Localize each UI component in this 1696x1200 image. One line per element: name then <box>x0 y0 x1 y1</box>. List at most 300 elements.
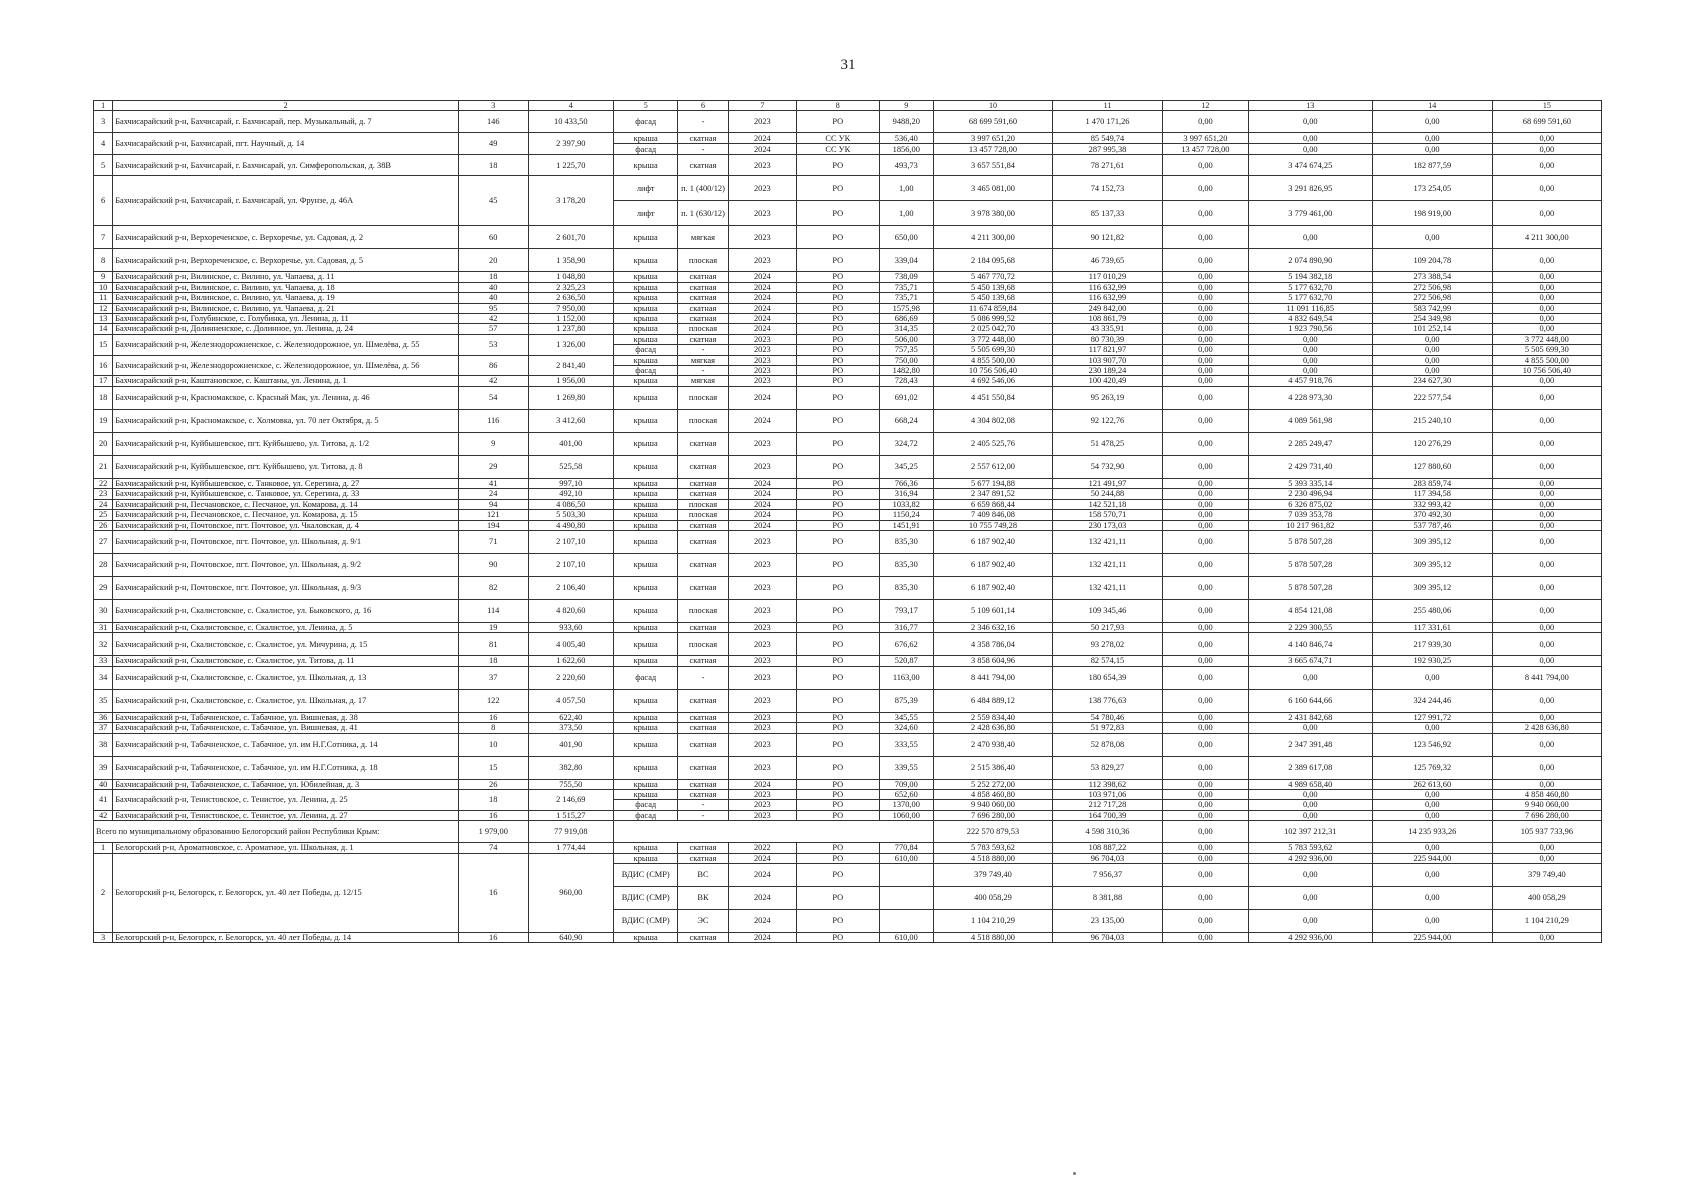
value-cell-c13: 4 832 649,54 <box>1248 314 1372 324</box>
element-cell: крыша <box>614 689 678 712</box>
year-cell: 2023 <box>728 376 796 386</box>
value-cell-c13: 0,00 <box>1248 144 1372 155</box>
row-number-cell: 40 <box>94 779 113 789</box>
area-cell: 1 048,80 <box>528 272 614 282</box>
value-cell-c10: 3 858 604,96 <box>934 656 1053 666</box>
apartments-cell: 24 <box>458 489 528 499</box>
value-cell-c14: 0,00 <box>1372 909 1492 932</box>
value-cell-c9: 1163,00 <box>879 666 934 689</box>
value-cell-c13: 5 878 507,28 <box>1248 530 1372 553</box>
address-cell: Бахчисарайский р-н, Скалистовское, с. Скалистое, ул. Школьная, д. 17 <box>113 689 459 712</box>
source-cell: РО <box>797 510 879 520</box>
source-cell: РО <box>797 886 879 909</box>
address-cell: Бахчисарайский р-н, Табачненское, с. Табачное, ул. им Н.Г.Сотника, д. 18 <box>113 756 459 779</box>
apartments-cell: 16 <box>458 853 528 932</box>
value-cell-c14: 0,00 <box>1372 810 1492 820</box>
value-cell-c10: 7 696 280,00 <box>934 810 1053 820</box>
value-cell-c15: 0,00 <box>1492 272 1601 282</box>
source-cell: РО <box>797 576 879 599</box>
element-cell: крыша <box>614 779 678 789</box>
value-cell-c12: 0,00 <box>1163 386 1249 409</box>
address-cell: Бахчисарайский р-н, Вилинское, с. Вилино, ул. Чапаева, д. 19 <box>113 293 459 303</box>
value-cell-c14: 192 930,25 <box>1372 656 1492 666</box>
value-cell-c14: 0,00 <box>1372 800 1492 810</box>
value-cell-c11: 52 878,08 <box>1052 733 1162 756</box>
element-cell: крыша <box>614 324 678 334</box>
value-cell-c14: 0,00 <box>1372 789 1492 799</box>
year-cell: 2023 <box>728 111 796 133</box>
value-cell-c12: 0,00 <box>1163 249 1249 272</box>
value-cell-c12: 0,00 <box>1163 733 1249 756</box>
value-cell-c14: 272 506,98 <box>1372 282 1492 292</box>
column-number-cell: 10 <box>934 101 1053 111</box>
value-cell-c11: 85 137,33 <box>1052 201 1162 226</box>
value-cell-c9: 735,71 <box>879 293 934 303</box>
value-cell-c13: 0,00 <box>1248 366 1372 376</box>
apartments-cell: 15 <box>458 756 528 779</box>
value-cell-c12: 0,00 <box>1163 432 1249 455</box>
value-cell-c13: 0,00 <box>1248 133 1372 144</box>
value-cell-c11: 116 632,99 <box>1052 282 1162 292</box>
value-cell-c15: 0,00 <box>1492 576 1601 599</box>
value-cell-c15: 0,00 <box>1492 386 1601 409</box>
value-cell-c13: 6 160 644,66 <box>1248 689 1372 712</box>
value-cell-c9: 652,60 <box>879 789 934 799</box>
area-cell: 755,50 <box>528 779 614 789</box>
year-cell: 2024 <box>728 863 796 886</box>
type-cell: плоская <box>678 409 728 432</box>
value-cell-c14: 537 787,46 <box>1372 520 1492 530</box>
area-cell: 401,90 <box>528 733 614 756</box>
value-cell-c10: 379 749,40 <box>934 863 1053 886</box>
source-cell: РО <box>797 432 879 455</box>
address-cell: Бахчисарайский р-н, Верхореченское, с. Верхоречье, ул. Садовая, д. 2 <box>113 226 459 249</box>
source-cell: РО <box>797 712 879 722</box>
element-cell: крыша <box>614 226 678 249</box>
address-cell: Бахчисарайский р-н, Почтовское, пгт. Почтовое, ул. Школьная, д. 9/3 <box>113 576 459 599</box>
address-cell: Бахчисарайский р-н, Тенистовское, с. Тенистое, ул. Ленина, д. 27 <box>113 810 459 820</box>
value-cell-c14: 117 331,61 <box>1372 622 1492 632</box>
row-number-cell: 10 <box>94 282 113 292</box>
value-cell-c10: 2 405 525,76 <box>934 432 1053 455</box>
source-cell: РО <box>797 656 879 666</box>
address-cell: Бахчисарайский р-н, Каштановское, с. Каштаны, ул. Ленина, д. 1 <box>113 376 459 386</box>
table-row <box>94 303 1602 313</box>
value-cell-c12: 3 997 651,20 <box>1163 133 1249 144</box>
value-cell-c12: 0,00 <box>1163 723 1249 733</box>
area-cell: 1 774,44 <box>528 843 614 853</box>
value-cell-c12: 0,00 <box>1163 779 1249 789</box>
type-cell: скатная <box>678 489 728 499</box>
value-cell-c10: 3 465 081,00 <box>934 176 1053 201</box>
element-cell: крыша <box>614 499 678 509</box>
value-cell-c13: 5 878 507,28 <box>1248 553 1372 576</box>
value-cell-c13: 4 292 936,00 <box>1248 853 1372 863</box>
value-cell-c11: 92 122,76 <box>1052 409 1162 432</box>
column-number-cell: 11 <box>1052 101 1162 111</box>
value-cell-c12: 0,00 <box>1163 633 1249 656</box>
type-cell: скатная <box>678 478 728 488</box>
value-cell-c15: 0,00 <box>1492 530 1601 553</box>
area-cell: 622,40 <box>528 712 614 722</box>
value-cell-c14: 0,00 <box>1372 133 1492 144</box>
value-cell-c15: 0,00 <box>1492 489 1601 499</box>
value-cell-c9: 345,55 <box>879 712 934 722</box>
value-cell-c11: 50 217,93 <box>1052 622 1162 632</box>
value-cell-c13: 0,00 <box>1248 355 1372 365</box>
element-cell: крыша <box>614 712 678 722</box>
row-number-cell: 20 <box>94 432 113 455</box>
source-cell: РО <box>797 355 879 365</box>
year-cell: 2024 <box>728 282 796 292</box>
value-cell-c11: 112 398,62 <box>1052 779 1162 789</box>
year-cell: 2023 <box>728 810 796 820</box>
value-cell-c12: 0,00 <box>1163 324 1249 334</box>
year-cell: 2024 <box>728 909 796 932</box>
value-cell-c14: 254 349,98 <box>1372 314 1492 324</box>
source-cell: РО <box>797 779 879 789</box>
apartments-cell: 18 <box>458 656 528 666</box>
type-cell: скатная <box>678 622 728 632</box>
type-cell: скатная <box>678 853 728 863</box>
value-cell-c10: 10 755 749,28 <box>934 520 1053 530</box>
table-row <box>94 723 1602 733</box>
value-cell-c13: 0,00 <box>1248 111 1372 133</box>
value-cell-c15: 2 428 636,80 <box>1492 723 1601 733</box>
type-cell: скатная <box>678 723 728 733</box>
value-cell-c11: 74 152,73 <box>1052 176 1162 201</box>
value-cell-c14: 117 394,58 <box>1372 489 1492 499</box>
value-cell-c9: 728,43 <box>879 376 934 386</box>
value-cell-c10: 6 659 868,44 <box>934 499 1053 509</box>
column-number-cell: 1 <box>94 101 113 111</box>
value-cell-c14: 0,00 <box>1372 111 1492 133</box>
type-cell: скатная <box>678 272 728 282</box>
apartments-cell: 74 <box>458 843 528 853</box>
value-cell-c10: 4 518 880,00 <box>934 853 1053 863</box>
value-cell-c14: 0,00 <box>1372 144 1492 155</box>
value-cell-c15: 400 058,29 <box>1492 886 1601 909</box>
value-cell-c11: 132 421,11 <box>1052 553 1162 576</box>
source-cell: РО <box>797 853 879 863</box>
value-cell-c14: 123 546,92 <box>1372 733 1492 756</box>
column-number-cell: 5 <box>614 101 678 111</box>
table-row <box>94 622 1602 632</box>
value-cell-c11: 80 730,39 <box>1052 334 1162 344</box>
apartments-cell: 86 <box>458 355 528 376</box>
row-number-cell: 25 <box>94 510 113 520</box>
element-cell: лифт <box>614 201 678 226</box>
value-cell-c10: 3 978 380,00 <box>934 201 1053 226</box>
value-cell-c9: 1575,98 <box>879 303 934 313</box>
type-cell: плоская <box>678 633 728 656</box>
value-cell-c13: 5 783 593,62 <box>1248 843 1372 853</box>
element-cell: крыша <box>614 510 678 520</box>
value-cell-c15: 0,00 <box>1492 249 1601 272</box>
type-cell: скатная <box>678 314 728 324</box>
area-cell: 492,10 <box>528 489 614 499</box>
year-cell: 2024 <box>728 499 796 509</box>
total-value-cell-c11: 4 598 310,36 <box>1052 821 1162 843</box>
row-number-cell: 18 <box>94 386 113 409</box>
value-cell-c12: 0,00 <box>1163 366 1249 376</box>
area-cell: 2 636,50 <box>528 293 614 303</box>
year-cell: 2024 <box>728 386 796 409</box>
column-number-cell: 3 <box>458 101 528 111</box>
type-cell: плоская <box>678 510 728 520</box>
source-cell: РО <box>797 324 879 334</box>
source-cell: РО <box>797 409 879 432</box>
value-cell-c15: 0,00 <box>1492 510 1601 520</box>
value-cell-c10: 5 505 699,30 <box>934 345 1053 355</box>
value-cell-c10: 2 470 938,40 <box>934 733 1053 756</box>
value-cell-c11: 43 335,91 <box>1052 324 1162 334</box>
table-row <box>94 756 1602 779</box>
value-cell-c12: 0,00 <box>1163 599 1249 622</box>
value-cell-c12: 0,00 <box>1163 293 1249 303</box>
value-cell-c10: 6 187 902,40 <box>934 576 1053 599</box>
value-cell-c13: 5 194 382,18 <box>1248 272 1372 282</box>
value-cell-c13: 0,00 <box>1248 909 1372 932</box>
value-cell-c14: 255 480,06 <box>1372 599 1492 622</box>
value-cell-c13: 4 989 658,40 <box>1248 779 1372 789</box>
value-cell-c13: 10 217 961,82 <box>1248 520 1372 530</box>
table-row <box>94 226 1602 249</box>
apartments-cell: 95 <box>458 303 528 313</box>
area-cell: 401,00 <box>528 432 614 455</box>
value-cell-c13: 2 074 890,90 <box>1248 249 1372 272</box>
element-cell: крыша <box>614 843 678 853</box>
column-number-cell: 15 <box>1492 101 1601 111</box>
value-cell-c15: 0,00 <box>1492 176 1601 201</box>
type-cell: ВК <box>678 886 728 909</box>
type-cell: скатная <box>678 779 728 789</box>
value-cell-c13: 0,00 <box>1248 886 1372 909</box>
type-cell: скатная <box>678 432 728 455</box>
element-cell: фасад <box>614 345 678 355</box>
year-cell: 2023 <box>728 689 796 712</box>
address-cell: Бахчисарайский р-н, Почтовское, пгт. Почтовое, ул. Школьная, д. 9/1 <box>113 530 459 553</box>
area-cell: 960,00 <box>528 853 614 932</box>
source-cell: РО <box>797 293 879 303</box>
value-cell-c14: 262 613,60 <box>1372 779 1492 789</box>
value-cell-c13: 5 177 632,70 <box>1248 282 1372 292</box>
apartments-cell: 8 <box>458 723 528 733</box>
value-cell-c12: 0,00 <box>1163 576 1249 599</box>
apartments-cell: 20 <box>458 249 528 272</box>
address-cell: Бахчисарайский р-н, Табачненское, с. Табачное, ул. Юбилейная, д. 3 <box>113 779 459 789</box>
value-cell-c15: 0,00 <box>1492 376 1601 386</box>
value-cell-c11: 96 704,03 <box>1052 853 1162 863</box>
value-cell-c10: 4 692 546,06 <box>934 376 1053 386</box>
table-row <box>94 478 1602 488</box>
apartments-cell: 26 <box>458 779 528 789</box>
value-cell-c9: 691,02 <box>879 386 934 409</box>
row-number-cell: 22 <box>94 478 113 488</box>
value-cell-c15: 0,00 <box>1492 853 1601 863</box>
value-cell-c12: 0,00 <box>1163 111 1249 133</box>
value-cell-c9: 793,17 <box>879 599 934 622</box>
element-cell: крыша <box>614 576 678 599</box>
value-cell-c10: 5 450 139,68 <box>934 293 1053 303</box>
value-cell-c11: 7 956,37 <box>1052 863 1162 886</box>
row-number-cell: 31 <box>94 622 113 632</box>
address-cell: Белогорский р-н, Ароматновское, с. Ароматное, ул. Школьная, д. 1 <box>113 843 459 853</box>
total-apartments-cell: 1 979,00 <box>458 821 528 843</box>
column-number-cell: 14 <box>1372 101 1492 111</box>
value-cell-c9: 1451,91 <box>879 520 934 530</box>
value-cell-c12: 0,00 <box>1163 355 1249 365</box>
row-number-cell: 30 <box>94 599 113 622</box>
apartments-cell: 19 <box>458 622 528 632</box>
page-number: 31 <box>840 57 856 73</box>
value-cell-c15: 4 855 500,00 <box>1492 355 1601 365</box>
element-cell: крыша <box>614 303 678 313</box>
year-cell: 2023 <box>728 599 796 622</box>
value-cell-c9: 770,84 <box>879 843 934 853</box>
address-cell: Бахчисарайский р-н, Почтовское, пгт. Почтовое, ул. Школьная, д. 9/2 <box>113 553 459 576</box>
value-cell-c10: 6 187 902,40 <box>934 530 1053 553</box>
value-cell-c15: 9 940 060,00 <box>1492 800 1601 810</box>
value-cell-c14: 125 769,32 <box>1372 756 1492 779</box>
row-number-cell: 7 <box>94 226 113 249</box>
value-cell-c14: 225 944,00 <box>1372 932 1492 942</box>
value-cell-c14: 370 492,30 <box>1372 510 1492 520</box>
element-cell: фасад <box>614 810 678 820</box>
source-cell: РО <box>797 530 879 553</box>
value-cell-c11: 249 842,00 <box>1052 303 1162 313</box>
value-cell-c12: 0,00 <box>1163 656 1249 666</box>
value-cell-c11: 53 829,27 <box>1052 756 1162 779</box>
apartments-cell: 16 <box>458 810 528 820</box>
value-cell-c11: 117 010,29 <box>1052 272 1162 282</box>
area-cell: 997,10 <box>528 478 614 488</box>
value-cell-c10: 3 772 448,00 <box>934 334 1053 344</box>
type-cell: скатная <box>678 576 728 599</box>
value-cell-c10: 4 518 880,00 <box>934 932 1053 942</box>
row-number-cell: 8 <box>94 249 113 272</box>
column-number-cell: 6 <box>678 101 728 111</box>
value-cell-c15: 0,00 <box>1492 432 1601 455</box>
address-cell: Бахчисарайский р-н, Верхореченское, с. Верхоречье, ул. Садовая, д. 5 <box>113 249 459 272</box>
source-cell: РО <box>797 810 879 820</box>
value-cell-c9: 835,30 <box>879 530 934 553</box>
value-cell-c15: 0,00 <box>1492 314 1601 324</box>
value-cell-c15: 0,00 <box>1492 201 1601 226</box>
value-cell-c10: 2 025 042,70 <box>934 324 1053 334</box>
type-cell: - <box>678 111 728 133</box>
area-cell: 1 358,90 <box>528 249 614 272</box>
year-cell: 2023 <box>728 576 796 599</box>
value-cell-c13: 2 389 617,08 <box>1248 756 1372 779</box>
row-number-cell: 17 <box>94 376 113 386</box>
source-cell: РО <box>797 689 879 712</box>
value-cell-c10: 5 086 999,52 <box>934 314 1053 324</box>
table-row <box>94 499 1602 509</box>
value-cell-c12: 0,00 <box>1163 272 1249 282</box>
column-number-cell: 13 <box>1248 101 1372 111</box>
value-cell-c11: 287 995,38 <box>1052 144 1162 155</box>
year-cell: 2023 <box>728 733 796 756</box>
type-cell: мягкая <box>678 355 728 365</box>
value-cell-c9: 316,77 <box>879 622 934 632</box>
value-cell-c11: 46 739,65 <box>1052 249 1162 272</box>
element-cell: крыша <box>614 314 678 324</box>
element-cell: крыша <box>614 932 678 942</box>
type-cell: скатная <box>678 133 728 144</box>
value-cell-c10: 5 252 272,00 <box>934 779 1053 789</box>
table-row <box>94 282 1602 292</box>
value-cell-c13: 4 457 918,76 <box>1248 376 1372 386</box>
type-cell: скатная <box>678 282 728 292</box>
year-cell: 2024 <box>728 303 796 313</box>
row-number-cell: 15 <box>94 334 113 355</box>
element-cell: крыша <box>614 272 678 282</box>
element-cell: крыша <box>614 432 678 455</box>
element-cell: крыша <box>614 656 678 666</box>
value-cell-c12: 0,00 <box>1163 810 1249 820</box>
value-cell-c14: 234 627,30 <box>1372 376 1492 386</box>
row-number-cell: 39 <box>94 756 113 779</box>
value-cell-c15: 0,00 <box>1492 409 1601 432</box>
table-row <box>94 843 1602 853</box>
apartments-cell: 146 <box>458 111 528 133</box>
address-cell: Бахчисарайский р-н, Вилинское, с. Вилино, ул. Чапаева, д. 11 <box>113 272 459 282</box>
value-cell-c13: 3 291 826,95 <box>1248 176 1372 201</box>
value-cell-c10: 6 484 889,12 <box>934 689 1053 712</box>
area-cell: 2 397,90 <box>528 133 614 155</box>
value-cell-c14: 324 244,46 <box>1372 689 1492 712</box>
element-cell: крыша <box>614 409 678 432</box>
source-cell: РО <box>797 314 879 324</box>
year-cell: 2023 <box>728 723 796 733</box>
value-cell-c10: 11 674 859,84 <box>934 303 1053 313</box>
total-value-cell-c12: 0,00 <box>1163 821 1249 843</box>
value-cell-c10: 4 304 802,08 <box>934 409 1053 432</box>
row-number-cell: 12 <box>94 303 113 313</box>
value-cell-c15: 0,00 <box>1492 779 1601 789</box>
value-cell-c9: 345,25 <box>879 455 934 478</box>
value-cell-c12: 0,00 <box>1163 376 1249 386</box>
element-cell: фасад <box>614 800 678 810</box>
value-cell-c13: 3 474 674,25 <box>1248 155 1372 176</box>
value-cell-c10: 5 677 194,88 <box>934 478 1053 488</box>
source-cell: РО <box>797 155 879 176</box>
element-cell: крыша <box>614 478 678 488</box>
address-cell: Бахчисарайский р-н, Куйбышевское, пгт. Куйбышево, ул. Титова, д. 1/2 <box>113 432 459 455</box>
value-cell-c11: 230 189,24 <box>1052 366 1162 376</box>
source-cell: РО <box>797 932 879 942</box>
value-cell-c9 <box>879 886 934 909</box>
value-cell-c14: 127 880,60 <box>1372 455 1492 478</box>
value-cell-c13: 0,00 <box>1248 334 1372 344</box>
value-cell-c14: 120 276,29 <box>1372 432 1492 455</box>
value-cell-c15: 8 441 794,00 <box>1492 666 1601 689</box>
type-cell: п. 1 (400/12) <box>678 176 728 201</box>
type-cell: - <box>678 666 728 689</box>
address-cell: Бахчисарайский р-н, Бахчисарай, г. Бахчисарай, ул. Фрунзе, д. 46А <box>113 176 459 226</box>
year-cell: 2024 <box>728 272 796 282</box>
address-cell: Бахчисарайский р-н, Тенистовское, с. Тенистое, ул. Ленина, д. 25 <box>113 789 459 810</box>
value-cell-c15: 0,00 <box>1492 656 1601 666</box>
value-cell-c15: 0,00 <box>1492 733 1601 756</box>
area-cell: 4 490,80 <box>528 520 614 530</box>
value-cell-c11: 103 971,06 <box>1052 789 1162 799</box>
value-cell-c9: 735,71 <box>879 282 934 292</box>
value-cell-c11: 132 421,11 <box>1052 530 1162 553</box>
value-cell-c11: 103 907,70 <box>1052 355 1162 365</box>
value-cell-c12: 0,00 <box>1163 478 1249 488</box>
